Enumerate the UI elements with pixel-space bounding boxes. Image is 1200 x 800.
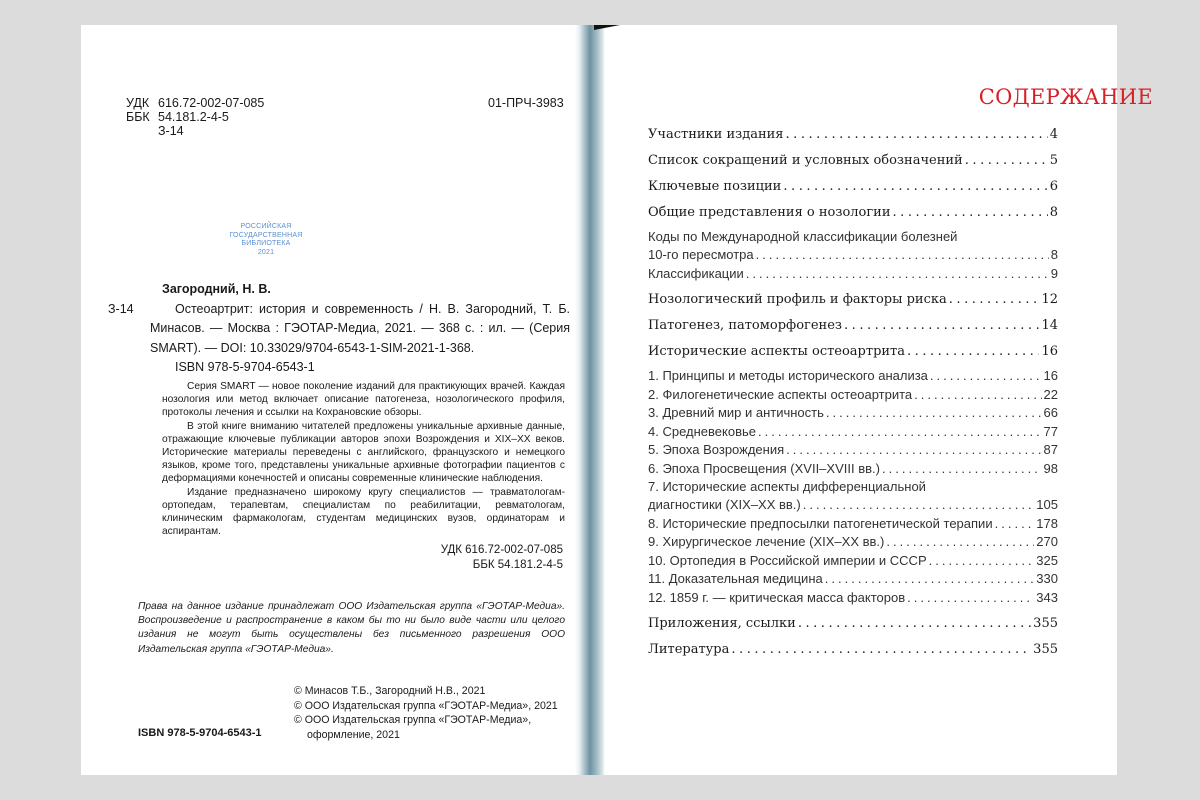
- dot-leader: [949, 292, 1040, 307]
- toc-entry[interactable]: [648, 571, 1058, 590]
- author-mark: З-14: [108, 301, 134, 316]
- toc-page-number: 22: [1043, 386, 1058, 402]
- isbn: ISBN 978-5-9704-6543-1: [175, 360, 315, 374]
- stamp-line: БИБЛИОТЕКА: [241, 240, 291, 247]
- copyright-line: © ООО Издательская группа «ГЭОТАР-Медиа», 2021: [294, 699, 558, 712]
- toc-page-number: 105: [1036, 497, 1058, 512]
- toc-entry[interactable]: [648, 405, 1058, 424]
- toc-entry-label: 11. Доказательная медицина: [648, 571, 823, 586]
- toc-entry[interactable]: [648, 247, 1058, 266]
- dot-leader: [786, 442, 1041, 457]
- dot-leader: [893, 205, 1048, 220]
- udk-label: УДК: [126, 96, 150, 110]
- toc-page-number: 270: [1036, 534, 1058, 549]
- toc-entry-label: 12. 1859 г. — критическая масса факторов: [648, 589, 906, 605]
- toc-page-number: 77: [1043, 423, 1058, 439]
- toc-entry-label: Ключевые позиции: [648, 179, 782, 194]
- toc-entry[interactable]: [648, 312, 1058, 338]
- toc-entry-label: Список сокращений и условных обозначений: [648, 153, 963, 168]
- book-spine: [575, 25, 605, 775]
- bbk-code: ББК 54.181.2-4-5: [472, 559, 563, 571]
- toc-entry[interactable]: [648, 461, 1058, 480]
- toc-page-number: 8: [1049, 205, 1058, 220]
- toc-page-number: 8: [1050, 247, 1058, 262]
- toc-page-number: 325: [1036, 552, 1058, 568]
- dot-leader: [929, 553, 1035, 568]
- toc-entry-label: 2. Филогенетические аспекты остеоартрита: [648, 386, 913, 402]
- dot-leader: [825, 571, 1035, 586]
- toc-entry-line[interactable]: 7. Исторические аспекты дифференциальной: [648, 479, 926, 494]
- classification-codes: [126, 96, 264, 138]
- stamp-line: ГОСУДАРСТВЕННАЯ: [229, 231, 303, 239]
- toc-entry-label: 8. Исторические предпосылки патогенетической терапии: [648, 515, 993, 531]
- toc-entry[interactable]: [648, 610, 1058, 636]
- toc-entry[interactable]: [648, 266, 1058, 285]
- dot-leader: [746, 266, 1049, 281]
- toc-entry-label: Общие представления о нозологии: [648, 205, 891, 220]
- bbk-value: 54.181.2-4-5: [158, 110, 229, 124]
- toc-entry-label: 5. Эпоха Возрождения: [648, 442, 785, 457]
- rights-notice: Права на данное издание принадлежат ООО Издательская группа «ГЭОТАР-Медиа». Воспроизведение и распространение в каком бы то ни было виде части или целого издания не могут быть осуществлены без письменного разрешения ООО Издательская группа «ГЭОТАР-Медиа».: [138, 601, 565, 655]
- annotation-codes: [360, 543, 563, 573]
- author-mark: З-14: [158, 124, 184, 138]
- toc-entry[interactable]: [648, 368, 1058, 387]
- toc-entry[interactable]: [648, 424, 1058, 443]
- dot-leader: [803, 497, 1035, 512]
- toc-entry-line[interactable]: Коды по Международной классификации болезней: [648, 229, 958, 244]
- copyright-line: © ООО Издательская группа «ГЭОТАР-Медиа»,: [294, 714, 532, 726]
- toc-entry-label: диагностики (XIX–XX вв.): [648, 497, 801, 512]
- toc-page-number: 355: [1033, 616, 1058, 631]
- dot-leader: [930, 368, 1042, 383]
- copyright-block: [294, 684, 584, 742]
- order-code: 01-ПРЧ-3983: [488, 96, 564, 110]
- toc-page-number: 5: [1049, 153, 1058, 168]
- annotation-paragraph: Серия SMART — новое поколение изданий для практикующих врачей. Каждая нозология или метод включает описание патогенеза, нозологического профиля, протоколы лечения и ссылки на Кохрановские обзоры.: [162, 381, 565, 419]
- toc-entry-label: Литература: [648, 642, 730, 657]
- stamp-line: РОССИЙСКАЯ: [240, 223, 292, 230]
- toc-page-number: 98: [1043, 460, 1058, 476]
- toc-entry-label: 10. Ортопедия в Российской империи и СССР: [648, 552, 927, 568]
- dot-leader: [798, 616, 1031, 631]
- dot-leader: [783, 179, 1047, 194]
- toc-entry-label: 1. Принципы и методы исторического анализа: [648, 368, 928, 383]
- toc-page-number: 14: [1041, 318, 1058, 333]
- toc-entry[interactable]: [648, 338, 1058, 364]
- toc-entry-label: Участники издания: [648, 127, 784, 142]
- toc-page-number: 9: [1050, 265, 1058, 281]
- toc-entry[interactable]: [648, 121, 1058, 147]
- dot-leader: [907, 344, 1039, 359]
- copyright-line: © Минасов Т.Б., Загородний Н.В., 2021: [294, 685, 486, 697]
- dot-leader: [758, 424, 1042, 439]
- toc-entry[interactable]: [648, 442, 1058, 461]
- annotation-paragraph: В этой книге вниманию читателей предложены уникальные архивные данные, отражающие ключевые публикации авторов эпохи Возрождения и XIX–XX веков. Исторические материалы переведены с английского, французского и немецкого языков, кроме того, представлены уникальные архивные фотографии пациентов с деформациями конечностей и описаны современные клинические наблюдения.: [162, 420, 565, 485]
- dot-leader: [886, 534, 1034, 549]
- toc-page-number: 355: [1033, 642, 1058, 657]
- dot-leader: [756, 247, 1049, 262]
- toc-entry[interactable]: [648, 173, 1058, 199]
- dot-leader: [844, 318, 1039, 333]
- toc-page-number: 330: [1036, 571, 1058, 586]
- toc-entry-label: Классификации: [648, 265, 744, 281]
- annotation: [162, 380, 565, 538]
- toc-page-number: 87: [1043, 442, 1058, 457]
- toc-entry-label: Приложения, ссылки: [648, 616, 796, 631]
- toc-page-number: 6: [1049, 179, 1058, 194]
- annotation-paragraph: Издание предназначено широкому кругу специалистов — травматологам-ортопедам, терапевтам, специалистам по реабилитации, ревматологам, клиническим фармакологам, студентам медицинских вузов, ординаторам и аспирантам.: [162, 486, 565, 538]
- toc-entry-label: 6. Эпоха Просвещения (XVII–XVIII вв.): [648, 460, 880, 476]
- toc-page-number: 178: [1036, 515, 1058, 531]
- library-stamp: [216, 223, 316, 257]
- dot-leader: [907, 590, 1034, 605]
- toc-entry[interactable]: [648, 199, 1058, 225]
- toc-page-number: 16: [1043, 368, 1058, 383]
- toc-entry[interactable]: [648, 516, 1058, 535]
- stamp-line: 2021: [257, 248, 275, 256]
- toc-entry[interactable]: [648, 147, 1058, 173]
- toc-page-number: 66: [1043, 405, 1058, 420]
- dot-leader: [882, 461, 1042, 476]
- copyright-line: оформление, 2021: [307, 728, 400, 741]
- dot-leader: [995, 516, 1035, 531]
- author-heading: Загородний, Н. В.: [162, 282, 271, 296]
- dot-leader: [826, 405, 1042, 420]
- toc-entry-label: 10-го пересмотра: [648, 247, 754, 262]
- bibliographic-description: Остеоартрит: история и современность / Н. В. Загородний, Т. Б. Минасов. — Москва : ГЭОТАР-Медиа, 2021. — 368 с. : ил. — (Серия SMART). — DOI: 10.33029/9704-6543-1-SIM-2021-1-368.: [150, 301, 570, 355]
- toc-page-number: 16: [1041, 344, 1058, 359]
- toc-entry-label: Патогенез, патоморфогенез: [648, 318, 842, 333]
- toc-entry[interactable]: [648, 387, 1058, 406]
- toc-entry[interactable]: [648, 590, 1058, 609]
- toc-entry-label: 3. Древний мир и античность: [648, 405, 824, 420]
- bbk-label: ББК: [126, 110, 150, 124]
- table-of-contents: [648, 121, 1058, 662]
- toc-page-number: 12: [1041, 292, 1058, 307]
- toc-entry[interactable]: [648, 497, 1058, 516]
- toc-entry-label: Нозологический профиль и факторы риска: [648, 292, 947, 307]
- dot-leader: [914, 387, 1041, 402]
- toc-entry-label: Исторические аспекты остеоартрита: [648, 344, 906, 359]
- toc-page-number: 343: [1036, 589, 1058, 605]
- isbn-bottom: ISBN 978-5-9704-6543-1: [138, 727, 262, 739]
- toc-entry[interactable]: [648, 636, 1058, 662]
- udk-value: 616.72-002-07-085: [158, 96, 265, 110]
- toc-page-number: 4: [1049, 127, 1058, 142]
- dot-leader: [786, 127, 1048, 142]
- toc-entry-label: 9. Хирургическое лечение (XIX–XX вв.): [648, 534, 885, 549]
- toc-entry[interactable]: [648, 286, 1058, 312]
- toc-entry[interactable]: [648, 534, 1058, 553]
- toc-title: СОДЕРЖАНИЕ: [978, 85, 1153, 109]
- toc-entry-label: 4. Средневековье: [648, 423, 756, 439]
- dot-leader: [965, 153, 1048, 168]
- bibliographic-record: [108, 280, 570, 378]
- toc-entry[interactable]: [648, 553, 1058, 572]
- dot-leader: [731, 642, 1031, 657]
- udk-code: УДК 616.72-002-07-085: [440, 544, 563, 556]
